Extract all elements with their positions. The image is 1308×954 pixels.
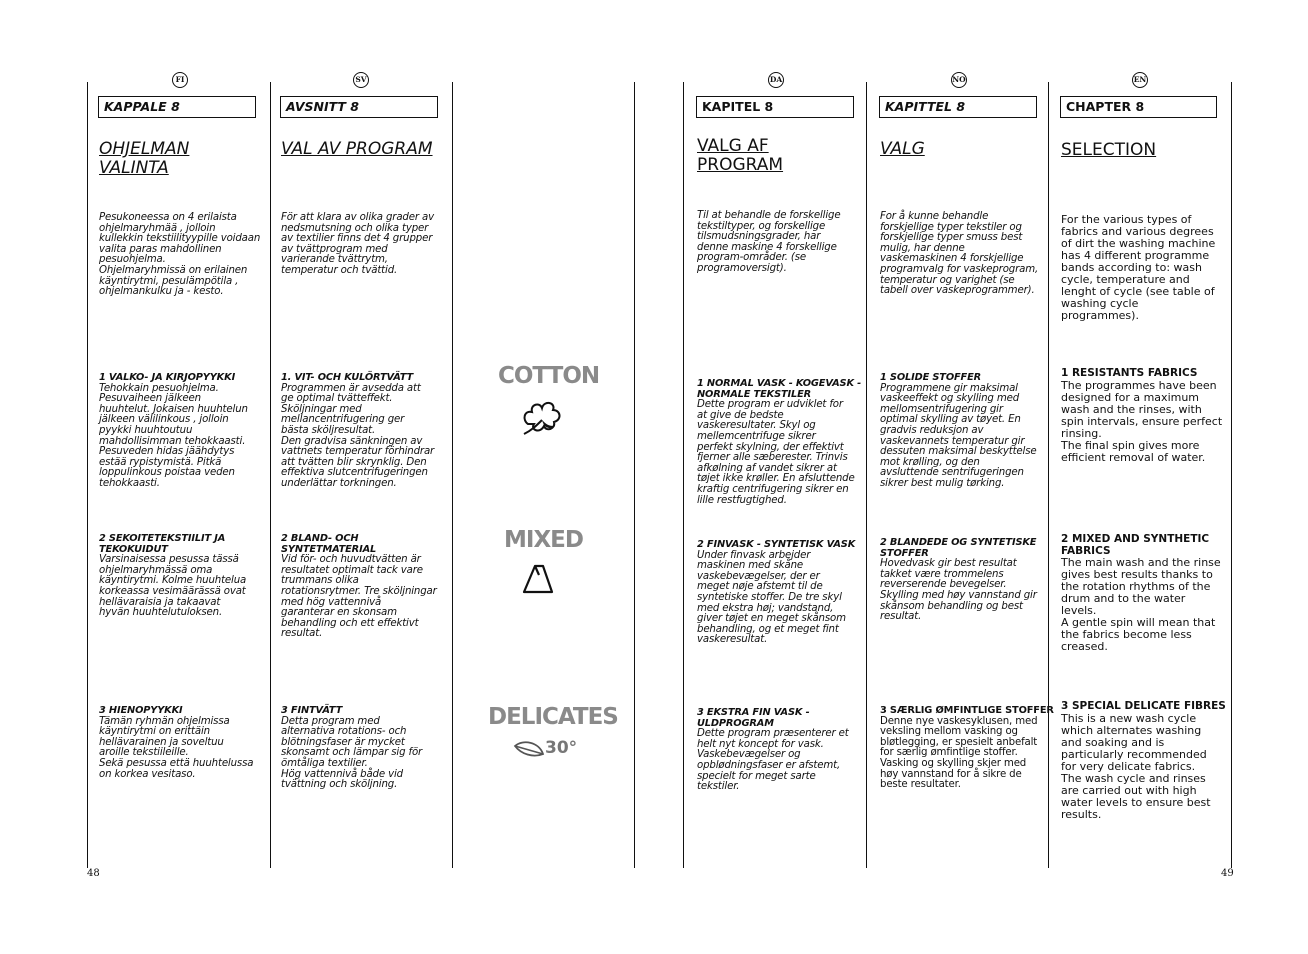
language-badge-no: NO bbox=[951, 72, 967, 88]
program-group-text: Dette program præsenterer et helt nyt koncept for vask. Vaskebevægelser og opblødningsfaser er afstemt, specielt for meget sarte tekstiler. bbox=[697, 728, 849, 793]
chapter-heading-en: CHAPTER 8 bbox=[1060, 96, 1217, 118]
program-group-3-no bbox=[880, 706, 1054, 791]
program-group-text: Programmene gir maksimal vaskeeffekt og skylling med mellomsentrifugering gir optimal skylling av tøyet. En gradvis reduksjon av vaskevannets temperatur gir dessuten maksimal beskyttelse mot krølling, og den avsluttende sentrifugeringen sikrer best mulig tørking. bbox=[880, 382, 1037, 489]
mixed-fabric-icon bbox=[521, 562, 555, 600]
divider bbox=[634, 82, 635, 868]
program-group-text: Tehokkain pesuohjelma. Pesuvaiheen jälkeen huuhtelut. Jokaisen huuhtelun jälkeen välilinkous , jolloin pyykki huuhtoutuu mahdollisimman tehokkaasti. Pesuveden hidas jäähdytys estää rypistymistä. Pitkä loppulinkous poistaa veden tehokkaasti. bbox=[99, 382, 248, 489]
program-group-2-no bbox=[880, 538, 1037, 623]
chapter-heading-fi: KAPPALE 8 bbox=[98, 96, 256, 118]
section-title-fi: OHJELMAN VALINTA bbox=[99, 139, 190, 178]
program-group-heading: 3 FINTVÄTT bbox=[281, 705, 343, 716]
intro-text-no: For å kunne behandle forskjellige typer tekstiler og forskjellige typer smuss best mulig, har denne vaskemaskinen 4 forskjellige programvalg for vaskeprogram, temperatur og varighet (se tabell over vaskeprogrammer). bbox=[880, 211, 1039, 297]
program-group-text: Varsinaisessa pesussa tässä ohjelmaryhmässä oma käyntirytmi. Kolme huuhtelua korkeassa vesimäärässä ovat hellävaraisia ja takaavat hyvän huuhtelutuloksen. bbox=[99, 554, 247, 619]
section-title-sv: VAL AV PROGRAM bbox=[281, 139, 433, 159]
program-group-heading: 1 NORMAL VASK - KOGEVASK - NORMALE TEKSTILER bbox=[697, 378, 862, 400]
program-group-3-en bbox=[1061, 701, 1226, 821]
program-group-1-sv bbox=[281, 373, 434, 490]
program-group-3-sv bbox=[281, 706, 422, 791]
divider bbox=[452, 82, 453, 868]
language-badge-en: EN bbox=[1132, 72, 1148, 88]
chapter-heading-sv: AVSNITT 8 bbox=[280, 96, 438, 118]
feather-icon bbox=[513, 740, 545, 764]
category-mixed-label: MIXED bbox=[504, 527, 583, 553]
program-group-text: The main wash and the rinse gives best results thanks to the rotation rhythms of the drum and to the water levels. A gentle spin will mean that the fabrics become less creased. bbox=[1061, 556, 1221, 653]
section-title-da: VALG AF PROGRAM bbox=[697, 136, 784, 175]
program-group-2-en bbox=[1061, 534, 1221, 653]
chapter-heading-da: KAPITEL 8 bbox=[696, 96, 854, 118]
program-group-text: This is a new wash cycle which alternates washing and soaking and is particularly recommended for very delicate fabrics. The wash cycle and rinses are carried out with high water levels to ensure best results. bbox=[1061, 711, 1211, 821]
page-number-right: 49 bbox=[1221, 868, 1234, 879]
intro-text-sv: För att klara av olika grader av nedsmutsning och olika typer av textilier finns det 4 grupper av tvättprogram med varierande tvättrytm, temperatur och tvättid. bbox=[281, 212, 434, 276]
divider bbox=[87, 82, 88, 868]
intro-text-da: Til at behandle de forskellige tekstiltyper, og forskellige tilsmudsningsgrader, har denne maskine 4 forskellige program-områder. (se programoversigt). bbox=[697, 210, 841, 274]
divider bbox=[270, 82, 271, 868]
program-group-text: Detta program med alternativa rotations- och blötningsfaser är mycket skonsamt och lämpar sig för ömtåliga textilier. Hög vattennivå både vid tvättning och sköljning. bbox=[281, 715, 423, 791]
program-group-text: Under finvask arbejder maskinen med skåne vaskebevægelser, der er meget nøje afstemt til de syntetiske stoffer. De tre skyl med ekstra høj; vandstand, giver tøjet en meget skånsom behandling, og et meget fint vaskeresultat. bbox=[697, 549, 846, 646]
category-cotton-label: COTTON bbox=[498, 363, 600, 389]
program-group-heading: 3 HIENOPYYKKI bbox=[99, 705, 183, 716]
program-group-heading: 1 SOLIDE STOFFER bbox=[880, 372, 982, 383]
divider bbox=[683, 82, 684, 868]
section-title-no: VALG bbox=[880, 139, 925, 159]
program-group-2-da bbox=[697, 540, 855, 646]
program-group-heading: 2 SEKOITETEKSTIILIT JA TEKOKUIDUT bbox=[99, 533, 226, 555]
program-group-text: Hovedvask gir best resultat takket være trommelens reverserende bevegelser. Skylling med høy vannstand gir skånsom behandling og best resultat. bbox=[880, 558, 1037, 623]
category-delicates-label: DELICATES bbox=[488, 704, 618, 730]
program-group-text: Vid för- och huvudtvätten är resultatet optimalt tack vare trummans olika rotationsrytmer. Tre sköljningar med hög vattennivå garanterar en skonsam behandling och ett effektivt resultat. bbox=[281, 554, 437, 640]
program-group-3-da bbox=[697, 708, 849, 793]
program-group-2-fi bbox=[99, 534, 246, 619]
program-group-heading: 1. VIT- OCH KULÖRTVÄTT bbox=[281, 372, 414, 383]
section-title-en: SELECTION bbox=[1061, 140, 1157, 160]
program-group-2-sv bbox=[281, 534, 437, 640]
program-group-text: Denne nye vaskesyklusen, med veksling mellom vasking og bløtlegging, er spesielt anbefalt for særlig ømfintlige stoffer. Vasking og skylling skjer med høy vannstand for å sikre de beste resultater. bbox=[880, 715, 1038, 791]
program-group-text: The programmes have been designed for a maximum wash and the rinses, with spin intervals, ensure perfect rinsing. The final spin gives more efficient removal of water. bbox=[1061, 378, 1223, 464]
program-group-heading: 3 EKSTRA FIN VASK - ULDPROGRAM bbox=[697, 707, 810, 729]
language-badge-sv: SV bbox=[353, 72, 369, 88]
program-group-heading: 1 RESISTANTS FABRICS bbox=[1061, 367, 1198, 379]
language-badge-da: DA bbox=[768, 72, 784, 88]
program-group-heading: 2 BLANDEDE OG SYNTETISKE STOFFER bbox=[880, 537, 1037, 559]
divider bbox=[866, 82, 867, 868]
intro-text-en: For the various types of fabrics and various degrees of dirt the washing machine has 4 different programme bands according to: wash cycle, temperature and lenght of cycle (see table of washing cycle programmes). bbox=[1061, 213, 1216, 322]
program-group-1-en bbox=[1061, 368, 1222, 464]
program-group-heading: 2 FINVASK - SYNTETISK VASK bbox=[697, 539, 856, 550]
program-group-heading: 2 BLAND- OCH SYNTETMATERIAL bbox=[281, 533, 377, 555]
program-group-text: Programmen är avsedda att ge optimal tvätteffekt. Sköljningar med mellancentrifugering ger bästa sköljresultat. Den gradvisa sänkningen av vattnets temperatur förhindrar att tvätten blir skrynklig. Den effektiva slutcentrifugeringen underlättar torkningen. bbox=[281, 382, 435, 489]
program-group-heading: 1 VALKO- JA KIRJOPYYKKI bbox=[99, 372, 236, 383]
program-group-heading: 3 SÆRLIG ØMFINTLIGE STOFFER bbox=[880, 705, 1054, 716]
intro-text-fi: Pesukoneessa on 4 erilaista ohjelmaryhmää , jolloin kullekkin tekstiilityypille voidaan valita paras mahdollinen pesuohjelma. Ohjelmaryhmissä on erilainen käyntirytmi, pesulämpötila , ohjelmankulku ja - kesto. bbox=[99, 212, 261, 298]
program-group-1-fi bbox=[99, 373, 248, 490]
page-number-left: 48 bbox=[87, 868, 100, 879]
program-group-heading: 3 SPECIAL DELICATE FIBRES bbox=[1061, 700, 1226, 712]
program-group-1-no bbox=[880, 373, 1037, 490]
temperature-label: 30° bbox=[545, 738, 578, 758]
language-badge-fi: FI bbox=[172, 72, 188, 88]
program-group-text: Dette program er udviklet for at give de bedste vaskeresultater. Skyl og mellemcentrifuge sikrer perfekt skylning, der effektivt fjerner alle sæberester. Trinvis afkølning af vandet sikrer at tøjet ikke krøller. En afsluttende kraftig centrifugering sikrer en lille restfugtighed. bbox=[697, 399, 855, 506]
program-group-heading: 2 MIXED AND SYNTHETIC FABRICS bbox=[1061, 533, 1210, 557]
cotton-flower-icon bbox=[520, 396, 566, 442]
divider bbox=[1231, 82, 1232, 868]
program-group-1-da bbox=[697, 379, 861, 506]
program-group-3-fi bbox=[99, 706, 253, 780]
chapter-heading-no: KAPITTEL 8 bbox=[879, 96, 1037, 118]
program-group-text: Tämän ryhmän ohjelmissa käyntirytmi on erittäin hellävarainen ja soveltuu aroille tekstiileille. Sekä pesussa että huuhtelussa on korkea vesitaso. bbox=[99, 715, 254, 780]
